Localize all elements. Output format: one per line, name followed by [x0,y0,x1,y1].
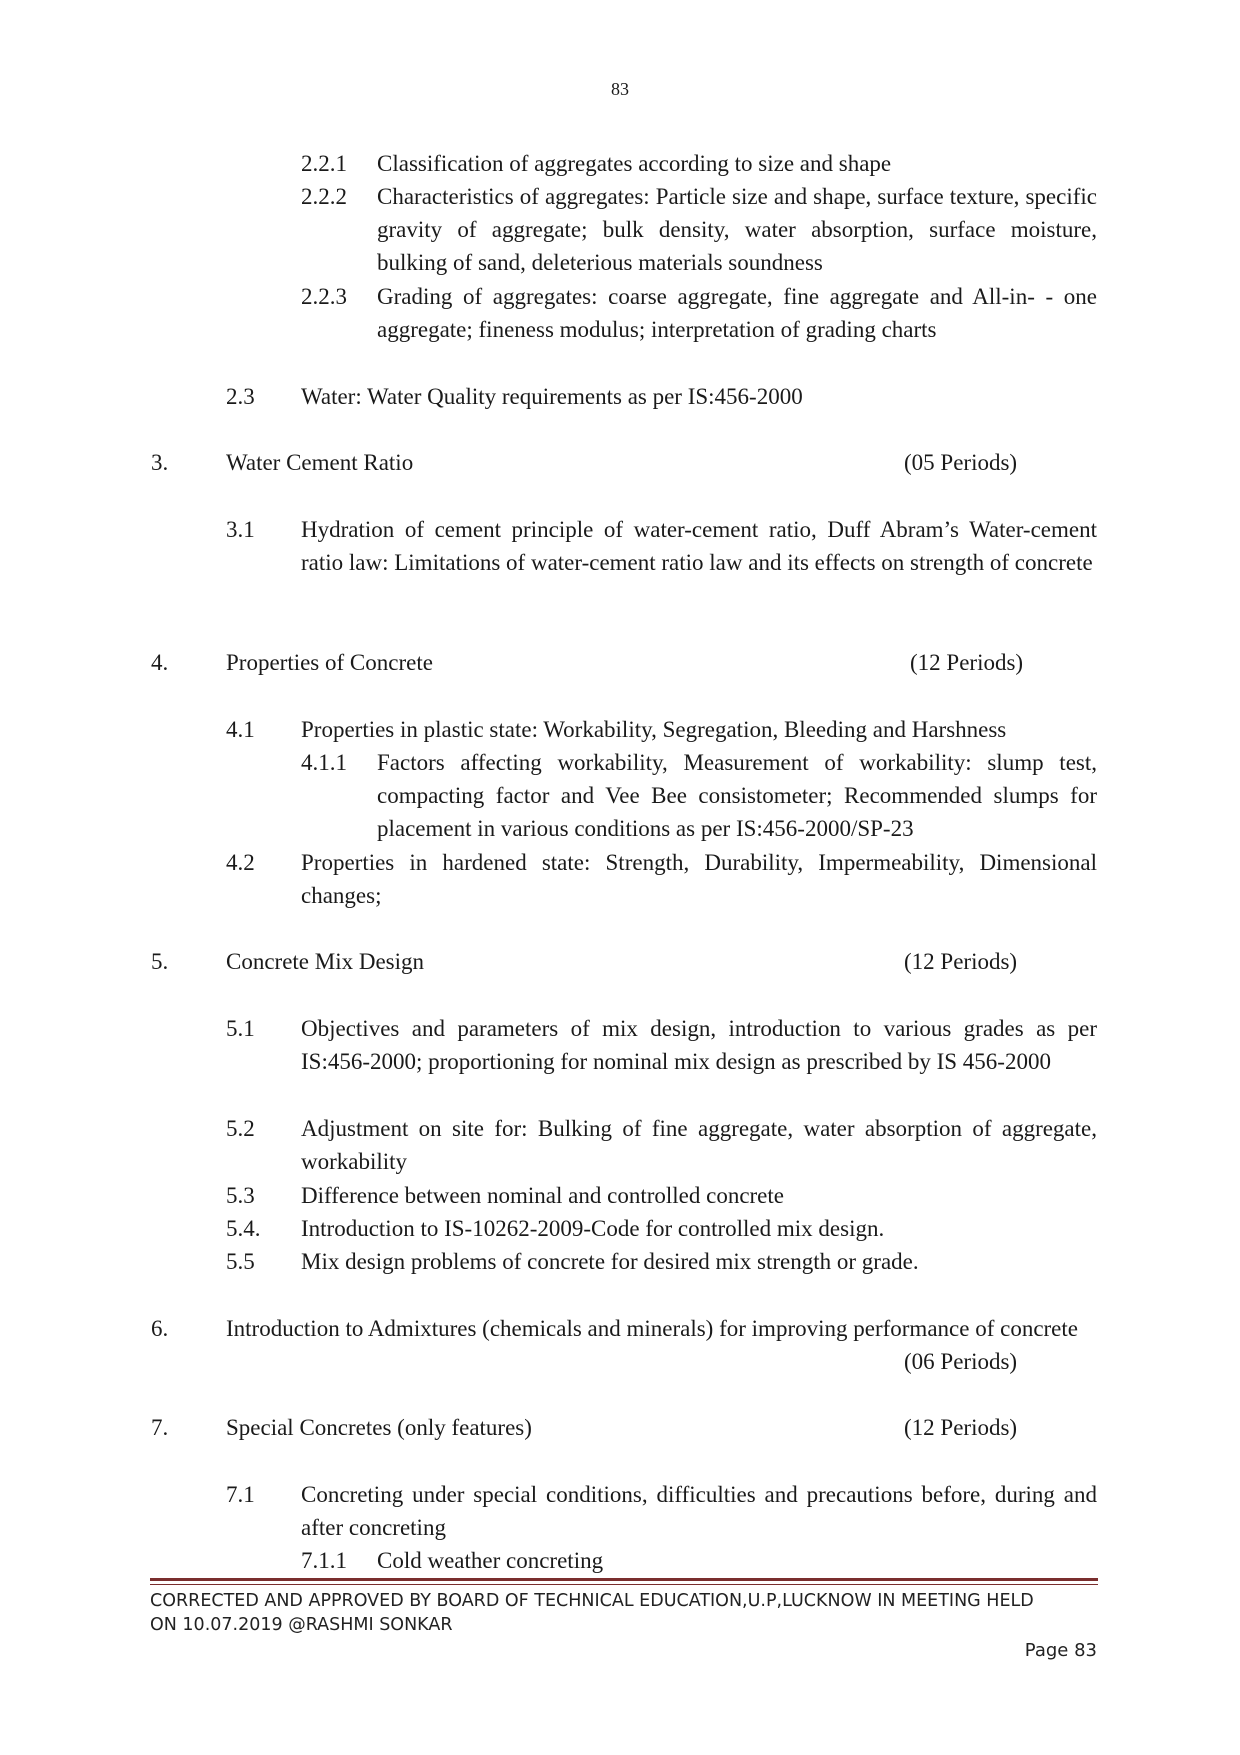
section-periods: (12 Periods) [910,650,1024,675]
item-text: Properties in hardened state: Strength, Durability, Impermeability, Dimensional changes; [301,850,1097,908]
item-text: Factors affecting workability, Measurement of workability: slump test, compacting factor and Vee Bee consistometer; Recommended slumps for placement in various conditions as per IS:456-2000/SP-23 [377,750,1097,841]
section-periods: (12 Periods) [904,1415,1018,1440]
item-text: Hydration of cement principle of water-cement ratio, Duff Abram’s Water-cement ratio law: Limitations of water-cement ratio law and its effects on strength of concrete [301,517,1097,575]
approval-line-2: ON 10.07.2019 @RASHMI SONKAR [150,1615,453,1635]
section-number: 7. [151,1415,169,1440]
item-number: 5.3 [226,1183,255,1208]
item-number: 2.3 [226,384,255,409]
item-text: Water: Water Quality requirements as per IS:456-2000 [301,384,803,409]
item-number: 7.1 [226,1482,255,1507]
section-number: 5. [151,949,169,974]
item-number: 4.1.1 [301,750,347,775]
item-number: 5.1 [226,1016,255,1041]
page-footer-number: Page 83 [1024,1640,1097,1661]
item-text: Cold weather concreting [377,1548,604,1573]
item-number: 5.5 [226,1249,255,1274]
item-number: 4.1 [226,717,255,742]
item-number: 2.2.3 [301,284,347,309]
item-number: 4.2 [226,850,255,875]
section-heading: Water Cement Ratio [226,450,414,475]
item-number: 5.4. [226,1216,261,1241]
section-heading: Concrete Mix Design [226,949,425,974]
item-number: 2.2.2 [301,184,347,209]
footer-divider [150,1578,1098,1581]
section-heading: Properties of Concrete [226,650,433,675]
item-text: Objectives and parameters of mix design, introduction to various grades as per IS:456-2000; proportioning for nominal mix design as prescribed by IS 456-2000 [301,1016,1097,1074]
section-heading: Special Concretes (only features) [226,1415,532,1440]
item-text: Properties in plastic state: Workability, Segregation, Bleeding and Harshness [301,717,1007,742]
section-periods: (05 Periods) [904,450,1018,475]
item-number: 5.2 [226,1116,255,1141]
item-text: Grading of aggregates: coarse aggregate, fine aggregate and All-in- - one aggregate; fineness modulus; interpretation of grading charts [377,284,1097,342]
item-text: Characteristics of aggregates: Particle size and shape, surface texture, specific gravity of aggregate; bulk density, water absorption, surface moisture, bulking of sand, deleterious materials soundness [377,184,1097,275]
section-number: 3. [151,450,169,475]
item-text: Introduction to IS-10262-2009-Code for controlled mix design. [301,1216,885,1241]
section-periods: (06 Periods) [904,1349,1018,1374]
item-text: Mix design problems of concrete for desired mix strength or grade. [301,1249,919,1274]
item-number: 2.2.1 [301,151,347,176]
item-text: Adjustment on site for: Bulking of fine aggregate, water absorption of aggregate, workability [301,1116,1097,1174]
section-periods: (12 Periods) [904,949,1018,974]
section-heading: Introduction to Admixtures (chemicals and minerals) for improving performance of concrete [226,1316,1078,1341]
item-number: 3.1 [226,517,255,542]
page-top-number: 83 [611,79,629,99]
item-text: Classification of aggregates according to size and shape [377,151,892,176]
approval-line-1: CORRECTED AND APPROVED BY BOARD OF TECHNICAL EDUCATION,U.P,LUCKNOW IN MEETING HELD [150,1591,1034,1611]
footer-divider-thin [150,1584,1098,1585]
approval-footer [150,1589,1098,1637]
section-number: 4. [151,650,169,675]
item-text: Concreting under special conditions, difficulties and precautions before, during and after concreting [301,1482,1097,1540]
item-number: 7.1.1 [301,1548,347,1573]
item-text: Difference between nominal and controlled concrete [301,1183,784,1208]
section-number: 6. [151,1316,169,1341]
